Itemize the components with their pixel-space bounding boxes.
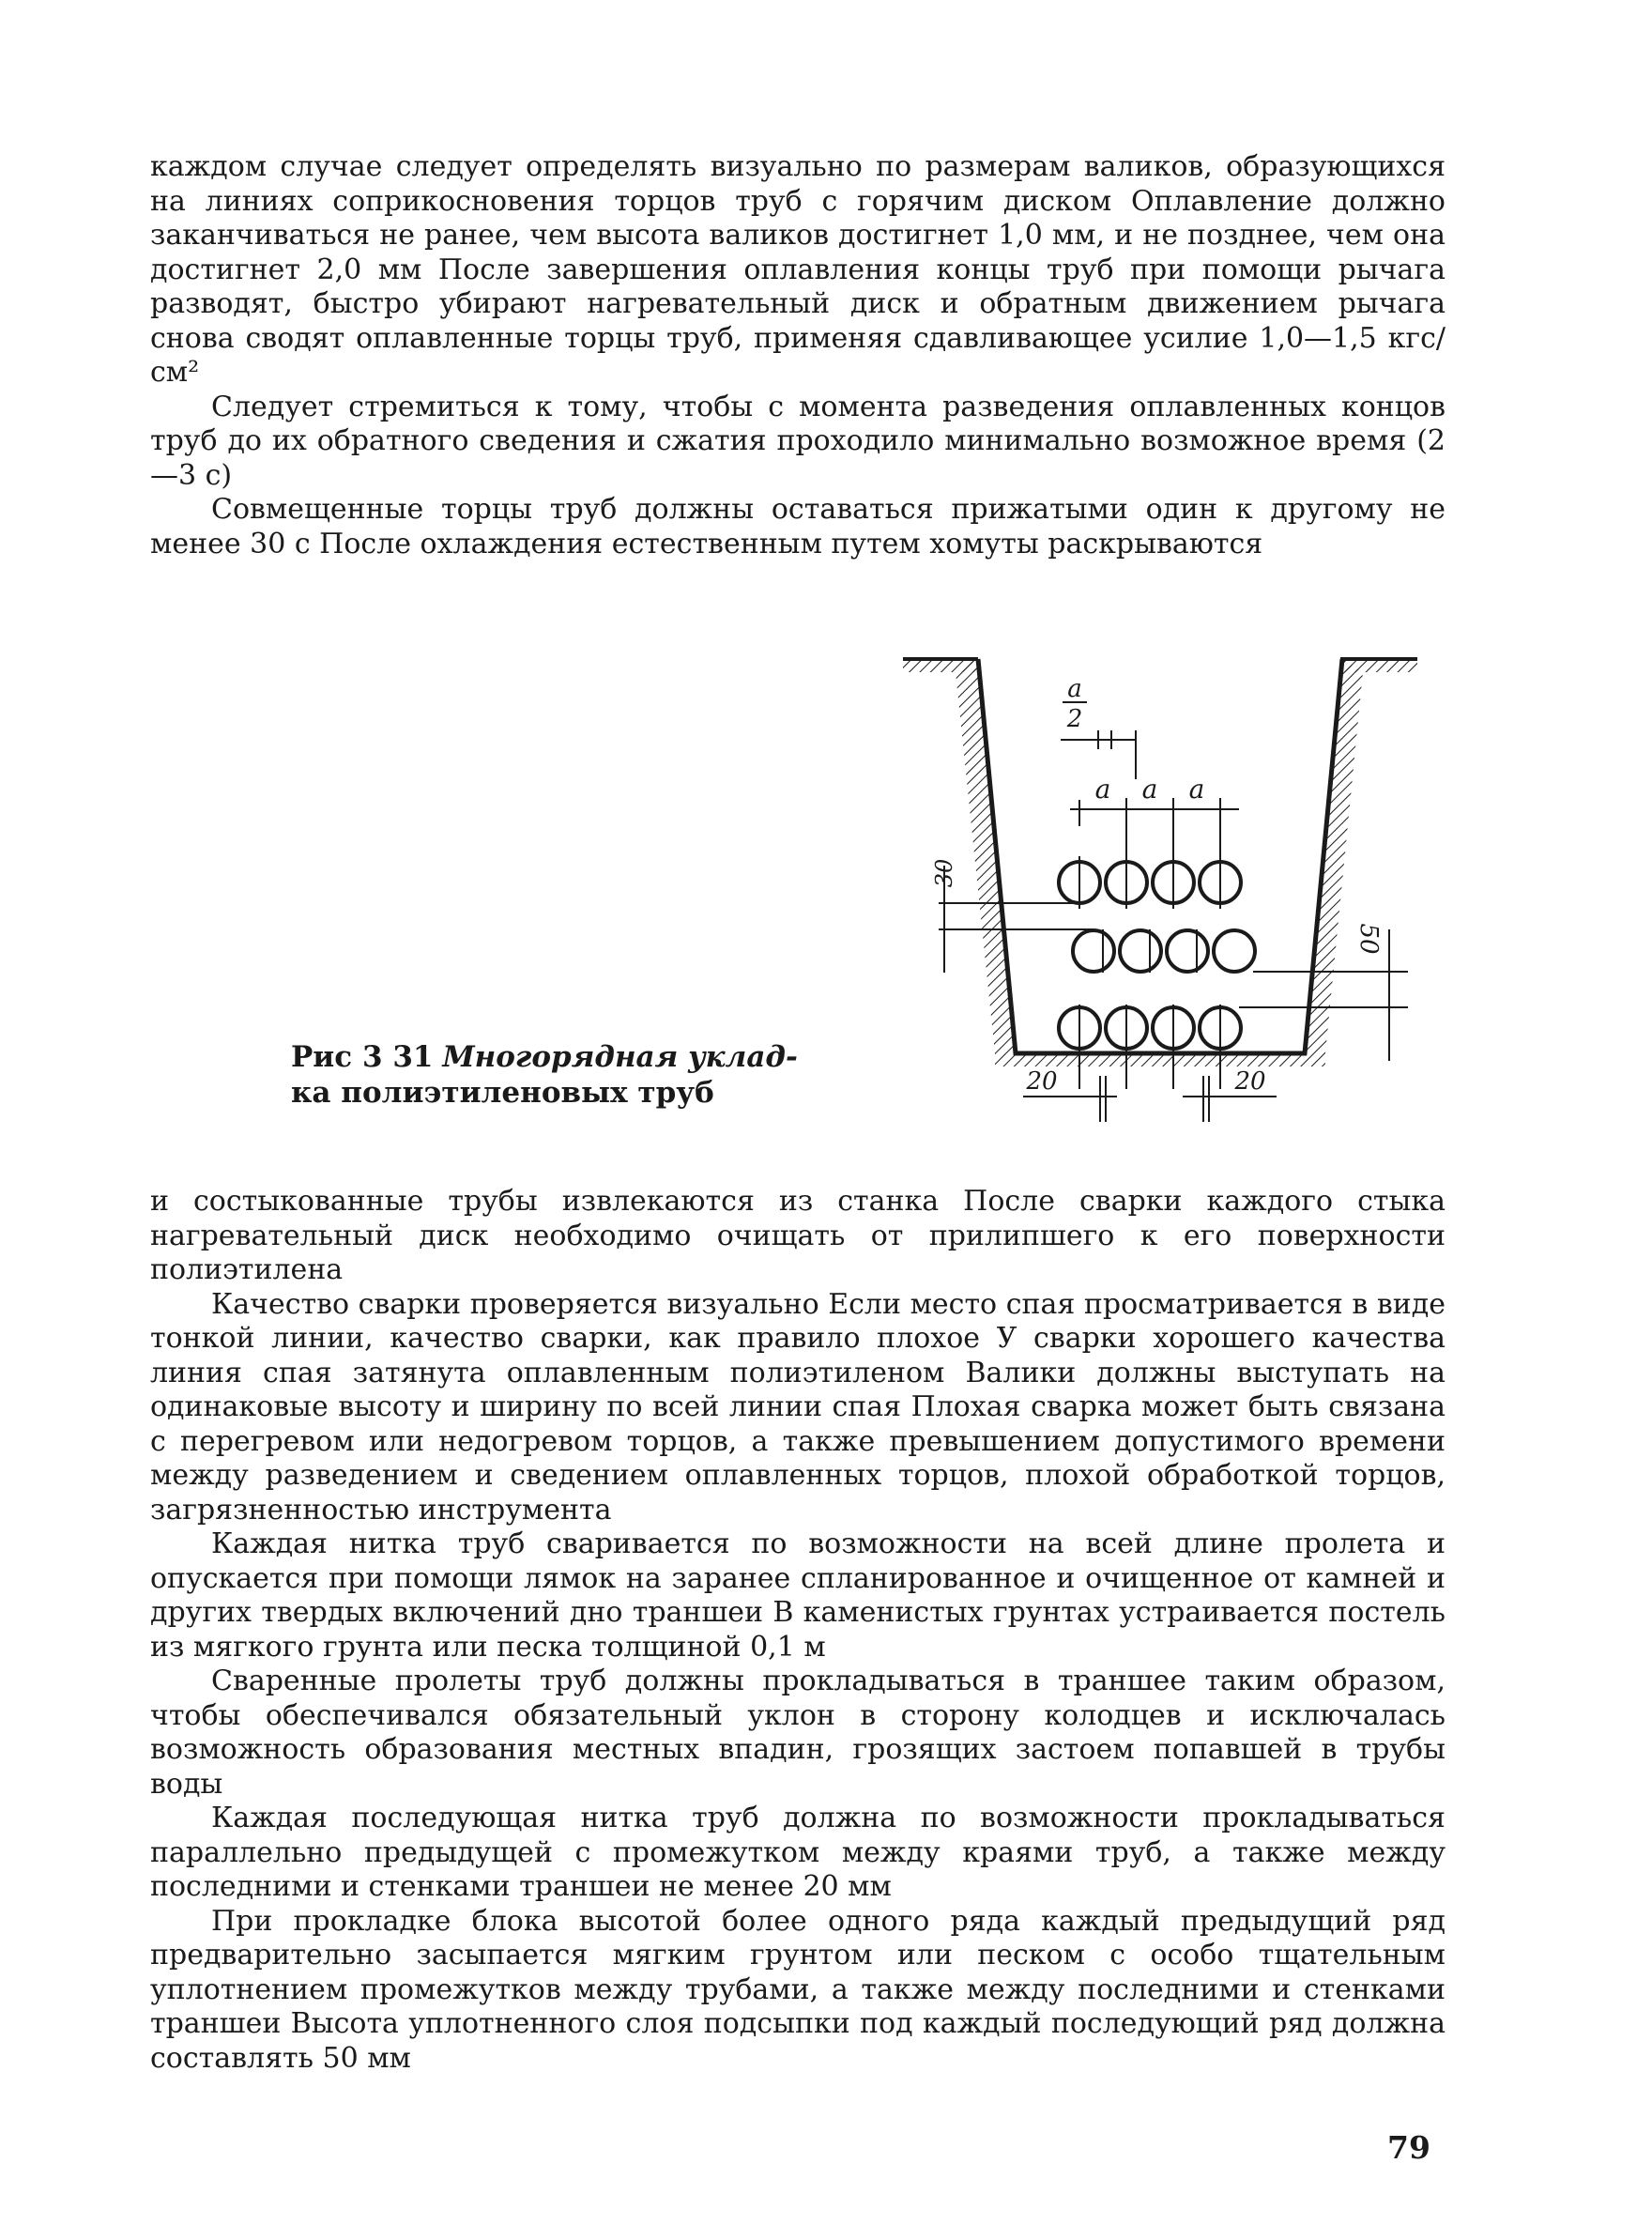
figure-caption xyxy=(291,1039,817,1111)
dim-a-spacing xyxy=(1070,774,1239,826)
paragraph: каждом случае следует определять визуально по размерам валиков, образующихся на линиях соприкосновения торцов труб с горячим диском Оплавление должно заканчиваться не ранее, чем высота валиков достигнет 1,0 мм, и не позднее, чем она достигнет 2,0 мм После завершения оплавления концы труб при помощи рычага разводят, быстро убирают нагревательный диск и обратным движением рычага снова сводят оплавленные торцы труб, применяя сдавливающее усилие 1,0—1,5 кгс/см² xyxy=(150,150,1446,389)
pipe-row-bottom xyxy=(1059,1007,1241,1049)
trench-figure xyxy=(901,648,1427,1141)
svg-text:a: a xyxy=(1094,774,1111,805)
wall-hatch-right xyxy=(1305,659,1363,1053)
page-number: 79 xyxy=(1387,2129,1430,2166)
dim-a-half xyxy=(1061,675,1136,779)
text-block-bottom xyxy=(150,1185,1446,2076)
pipe-row-middle xyxy=(1073,930,1255,972)
text-block-top xyxy=(150,150,1446,561)
figure-title-line2: ка полиэтиленовых труб xyxy=(291,1076,714,1110)
svg-text:30: 30 xyxy=(931,858,957,888)
paragraph: Сваренные пролеты труб должны прокладываться в траншее таким образом, чтобы обеспечивался обязательный уклон в сторону колодцев и исключалась возможность образования местных впадин, грозящих застоем попавшей в трубы воды xyxy=(150,1665,1446,1801)
paragraph: Качество сварки проверяется визуально Если место спая просматривается в виде тонкой линии, качество сварки, как правило плохое У сварки хорошего качества линия спая затянута оплавленным полиэтиленом Валики должны выступать на одинаковые высоту и ширину по всей линии спая Плохая сварка может быть связана с перегревом или недогревом торцов, а также превышением допустимого времени между разведением и сведением оплавленных торцов, плохой обработкой торцов, загрязненностью инструмента xyxy=(150,1287,1446,1527)
svg-text:a: a xyxy=(1188,774,1205,805)
dim-30 xyxy=(931,859,1094,973)
paragraph: и состыкованные трубы извлекаются из станка После сварки каждого стыка нагревательный диск необходимо очищать от прилипшего к его поверхности полиэтилена xyxy=(150,1185,1446,1286)
dim-20 xyxy=(1023,1067,1277,1122)
trench-diagram xyxy=(901,648,1427,1136)
figure-title-line1: Многорядная уклад- xyxy=(442,1040,798,1074)
trench-outline xyxy=(978,659,1342,1053)
svg-text:20: 20 xyxy=(1234,1067,1266,1096)
svg-text:2: 2 xyxy=(1066,705,1083,733)
paragraph: Следует стремиться к тому, чтобы с момента разведения оплавленных концов труб до их обратного сведения и сжатия проходило минимально возможное время (2—3 с) xyxy=(150,390,1446,492)
figure-number: Рис 3 31 xyxy=(291,1040,434,1074)
paragraph: Каждая последующая нитка труб должна по возможности прокладываться параллельно предыдущей с промежутком между краями труб, а также между последними и стенками траншеи не менее 20 мм xyxy=(150,1802,1446,1903)
paragraph: При прокладке блока высотой более одного ряда каждый предыдущий ряд предварительно засыпается мягким грунтом или песком с особо тщательным уплотнением промежутков между трубами, а также между последними и стенками траншеи Высота уплотненного слоя подсыпки под каждый последующий ряд должна составлять 50 мм xyxy=(150,1904,1446,2075)
pipe-row-top xyxy=(1059,862,1241,903)
paragraph: Каждая нитка труб сваривается по возможности на всей длине пролета и опускается при помощи лямок на заранее спланированное и очищенное от камней и других твердых включений дно траншеи В каменистых грунтах устраивается постель из мягкого грунта или песка толщиной 0,1 м xyxy=(150,1527,1446,1664)
svg-text:20: 20 xyxy=(1026,1067,1058,1096)
svg-text:a: a xyxy=(1067,675,1082,703)
svg-text:a: a xyxy=(1141,774,1158,805)
svg-text:50: 50 xyxy=(1354,923,1383,955)
paragraph: Совмещенные торцы труб должны оставаться прижатыми один к другому не менее 30 с После охлаждения естественным путем хомуты раскрываются xyxy=(150,493,1446,560)
